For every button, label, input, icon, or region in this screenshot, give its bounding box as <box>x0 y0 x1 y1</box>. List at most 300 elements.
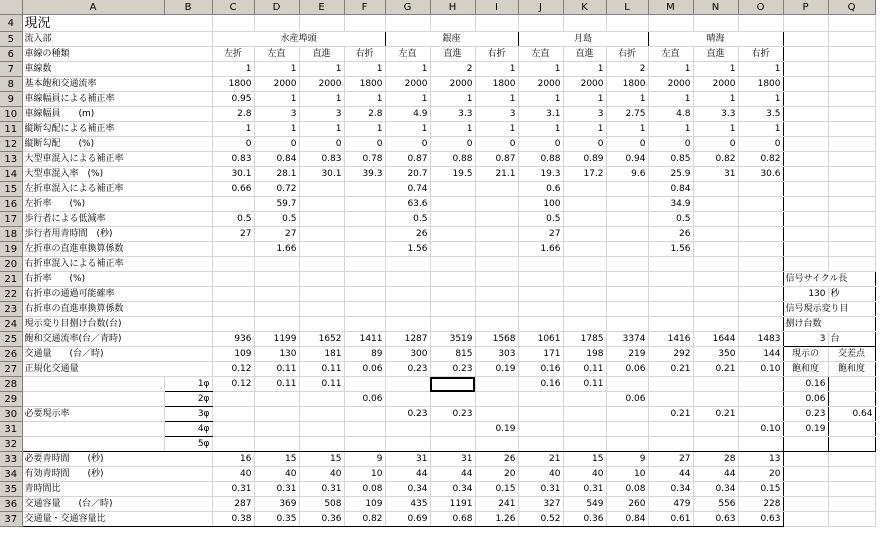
row-header-33[interactable]: 33 <box>0 452 22 467</box>
row-header-22[interactable]: 22 <box>0 287 22 302</box>
value-cell[interactable] <box>518 257 563 272</box>
value-cell[interactable]: 2000 <box>518 77 563 92</box>
side-cell-q[interactable] <box>828 137 875 152</box>
value-cell[interactable] <box>738 182 783 197</box>
row-header-4[interactable]: 4 <box>0 15 22 32</box>
value-cell[interactable]: 0 <box>299 137 344 152</box>
value-cell[interactable] <box>475 302 518 317</box>
side-cell-p[interactable] <box>783 122 828 137</box>
value-cell[interactable]: 0.85 <box>648 152 693 167</box>
value-cell[interactable]: 0.19 <box>475 422 518 437</box>
value-cell[interactable]: 0 <box>344 137 385 152</box>
value-cell[interactable] <box>475 392 518 407</box>
value-cell[interactable]: 89 <box>344 347 385 362</box>
value-cell[interactable]: 0 <box>254 137 299 152</box>
side-cell-q[interactable] <box>828 212 875 227</box>
value-cell[interactable]: 10 <box>606 467 648 482</box>
value-cell[interactable] <box>344 272 385 287</box>
value-cell[interactable] <box>344 437 385 452</box>
value-cell[interactable]: 0.06 <box>606 362 648 377</box>
value-cell[interactable]: 0.19 <box>475 362 518 377</box>
group-header-3[interactable]: 晴海 <box>648 32 783 47</box>
label-cell[interactable] <box>22 377 164 392</box>
cell[interactable] <box>518 15 563 32</box>
value-cell[interactable]: 9.6 <box>606 167 648 182</box>
row-header-35[interactable]: 35 <box>0 482 22 497</box>
side-cell-q[interactable] <box>828 227 875 242</box>
value-cell[interactable]: 3 <box>299 107 344 122</box>
side-cell-q[interactable] <box>828 197 875 212</box>
phase-label[interactable]: 5φ <box>164 437 212 452</box>
value-cell[interactable]: 0.63 <box>693 512 738 527</box>
value-cell[interactable]: 508 <box>299 497 344 512</box>
value-cell[interactable]: 300 <box>385 347 430 362</box>
label-cell[interactable]: 縦断勾配 (%) <box>22 137 212 152</box>
value-cell[interactable]: 1 <box>563 62 606 77</box>
row-header-18[interactable]: 18 <box>0 227 22 242</box>
value-cell[interactable] <box>693 317 738 332</box>
side-cell-q[interactable] <box>828 242 875 257</box>
value-cell[interactable]: 40 <box>563 467 606 482</box>
phase-saturation-cell[interactable]: 0.06 <box>783 392 828 407</box>
label-cell[interactable]: 交通容量 (台／時) <box>22 497 212 512</box>
value-cell[interactable] <box>212 392 254 407</box>
value-cell[interactable] <box>563 392 606 407</box>
value-cell[interactable]: 27 <box>518 227 563 242</box>
value-cell[interactable] <box>518 437 563 452</box>
value-cell[interactable]: 1 <box>693 122 738 137</box>
value-cell[interactable]: 1 <box>475 62 518 77</box>
value-cell[interactable] <box>518 422 563 437</box>
row-header-9[interactable]: 9 <box>0 92 22 107</box>
value-cell[interactable]: 0.21 <box>693 362 738 377</box>
row-header-13[interactable]: 13 <box>0 152 22 167</box>
value-cell[interactable] <box>563 227 606 242</box>
value-cell[interactable]: 0.08 <box>344 482 385 497</box>
value-cell[interactable]: 0.16 <box>518 377 563 392</box>
value-cell[interactable] <box>212 257 254 272</box>
value-cell[interactable]: 3 <box>254 107 299 122</box>
side-cell-p[interactable]: 3 <box>783 332 828 347</box>
value-cell[interactable]: 1652 <box>299 332 344 347</box>
value-cell[interactable]: 31 <box>693 167 738 182</box>
phase-label[interactable]: 2φ <box>164 392 212 407</box>
value-cell[interactable] <box>693 272 738 287</box>
value-cell[interactable]: 0.23 <box>385 362 430 377</box>
side-cell-q[interactable]: 交差点 <box>828 347 875 362</box>
value-cell[interactable] <box>344 227 385 242</box>
value-cell[interactable] <box>648 437 693 452</box>
side-cell-p[interactable] <box>783 47 828 62</box>
value-cell[interactable] <box>212 302 254 317</box>
row-header-15[interactable]: 15 <box>0 182 22 197</box>
value-cell[interactable]: 0.5 <box>648 212 693 227</box>
value-cell[interactable]: 0.06 <box>606 392 648 407</box>
value-cell[interactable] <box>385 437 430 452</box>
value-cell[interactable]: 0.94 <box>606 152 648 167</box>
column-header-K[interactable]: K <box>563 0 606 15</box>
row-header-36[interactable]: 36 <box>0 497 22 512</box>
phase-label[interactable]: 1φ <box>164 377 212 392</box>
value-cell[interactable]: 0.34 <box>430 482 475 497</box>
phase-label[interactable]: 3φ <box>164 407 212 422</box>
value-cell[interactable]: 0.08 <box>606 482 648 497</box>
value-cell[interactable]: 21 <box>518 452 563 467</box>
value-cell[interactable]: 0.10 <box>738 362 783 377</box>
value-cell[interactable]: 1 <box>693 62 738 77</box>
value-cell[interactable]: 0.21 <box>648 362 693 377</box>
row-header-30[interactable]: 30 <box>0 407 22 422</box>
value-cell[interactable]: 25.9 <box>648 167 693 182</box>
column-header-G[interactable]: G <box>385 0 430 15</box>
group-header-0[interactable]: 水産埠頭 <box>212 32 385 47</box>
label-cell[interactable] <box>22 392 164 407</box>
value-cell[interactable]: 1.56 <box>385 242 430 257</box>
side-cell-q[interactable] <box>828 62 875 77</box>
value-cell[interactable]: 1 <box>738 62 783 77</box>
value-cell[interactable]: 1 <box>475 122 518 137</box>
value-cell[interactable] <box>385 257 430 272</box>
cell[interactable] <box>606 15 648 32</box>
value-cell[interactable]: 1 <box>299 92 344 107</box>
value-cell[interactable] <box>606 302 648 317</box>
intersection-saturation-cell[interactable] <box>828 437 875 452</box>
value-cell[interactable]: 0 <box>518 137 563 152</box>
label-cell[interactable]: 右折率 (%) <box>22 272 212 287</box>
value-cell[interactable]: 9 <box>344 452 385 467</box>
value-cell[interactable]: 1 <box>430 92 475 107</box>
side-cell-q[interactable] <box>828 482 875 497</box>
row-header-27[interactable]: 27 <box>0 362 22 377</box>
value-cell[interactable]: 0.74 <box>385 182 430 197</box>
value-cell[interactable]: 1.66 <box>518 242 563 257</box>
value-cell[interactable]: 228 <box>738 497 783 512</box>
value-cell[interactable]: 327 <box>518 497 563 512</box>
value-cell[interactable]: 1061 <box>518 332 563 347</box>
value-cell[interactable] <box>385 422 430 437</box>
value-cell[interactable]: 27 <box>254 227 299 242</box>
value-cell[interactable]: 2.8 <box>212 107 254 122</box>
value-cell[interactable] <box>606 407 648 422</box>
value-cell[interactable] <box>212 242 254 257</box>
value-cell[interactable]: 0.66 <box>212 182 254 197</box>
side-cell-p[interactable] <box>783 467 828 482</box>
value-cell[interactable]: 0.15 <box>475 482 518 497</box>
value-cell[interactable] <box>430 227 475 242</box>
value-cell[interactable]: 0.23 <box>430 362 475 377</box>
value-cell[interactable]: 1785 <box>563 332 606 347</box>
label-cell[interactable]: 車線数 <box>22 62 212 77</box>
value-cell[interactable]: 0.31 <box>518 482 563 497</box>
cell[interactable] <box>738 15 783 32</box>
phase-saturation-cell[interactable] <box>783 437 828 452</box>
value-cell[interactable]: 1 <box>518 62 563 77</box>
cell[interactable] <box>475 15 518 32</box>
value-cell[interactable]: 0.35 <box>254 512 299 527</box>
column-header-H[interactable]: H <box>430 0 475 15</box>
side-cell-q[interactable] <box>828 47 875 62</box>
value-cell[interactable]: 63.6 <box>385 197 430 212</box>
value-cell[interactable] <box>344 377 385 392</box>
side-cell-q[interactable] <box>828 182 875 197</box>
value-cell[interactable] <box>385 377 430 392</box>
value-cell[interactable] <box>430 272 475 287</box>
value-cell[interactable]: 219 <box>606 347 648 362</box>
value-cell[interactable]: 0.11 <box>563 362 606 377</box>
value-cell[interactable]: 4.8 <box>648 107 693 122</box>
side-cell-p[interactable]: 捌け台数 <box>783 317 875 332</box>
value-cell[interactable]: 2.75 <box>606 107 648 122</box>
value-cell[interactable] <box>738 227 783 242</box>
value-cell[interactable] <box>693 197 738 212</box>
column-header-B[interactable]: B <box>164 0 212 15</box>
value-cell[interactable]: 1 <box>738 122 783 137</box>
row-header-16[interactable]: 16 <box>0 197 22 212</box>
value-cell[interactable] <box>563 182 606 197</box>
value-cell[interactable]: 1 <box>430 122 475 137</box>
column-header-I[interactable]: I <box>475 0 518 15</box>
value-cell[interactable]: 0.11 <box>254 362 299 377</box>
cell[interactable] <box>828 15 875 32</box>
value-cell[interactable] <box>693 182 738 197</box>
value-cell[interactable] <box>254 272 299 287</box>
value-cell[interactable]: 435 <box>385 497 430 512</box>
value-cell[interactable] <box>344 242 385 257</box>
cell[interactable] <box>563 15 606 32</box>
value-cell[interactable]: 3374 <box>606 332 648 347</box>
value-cell[interactable]: 1483 <box>738 332 783 347</box>
side-cell-q[interactable] <box>828 167 875 182</box>
cell[interactable] <box>693 15 738 32</box>
direction-header[interactable]: 右折 <box>344 47 385 62</box>
value-cell[interactable] <box>475 437 518 452</box>
value-cell[interactable] <box>344 302 385 317</box>
value-cell[interactable] <box>430 317 475 332</box>
value-cell[interactable] <box>475 317 518 332</box>
value-cell[interactable]: 0.31 <box>212 482 254 497</box>
value-cell[interactable] <box>563 407 606 422</box>
direction-header[interactable]: 直進 <box>299 47 344 62</box>
value-cell[interactable]: 1 <box>518 122 563 137</box>
value-cell[interactable] <box>344 287 385 302</box>
value-cell[interactable]: 0.34 <box>648 482 693 497</box>
value-cell[interactable]: 30.1 <box>299 167 344 182</box>
value-cell[interactable]: 0.68 <box>430 512 475 527</box>
side-cell-p[interactable] <box>783 62 828 77</box>
side-cell-p[interactable]: 飽和度 <box>783 362 828 377</box>
value-cell[interactable] <box>299 407 344 422</box>
value-cell[interactable]: 20 <box>475 467 518 482</box>
side-cell-p[interactable] <box>783 182 828 197</box>
cell[interactable] <box>299 15 344 32</box>
value-cell[interactable]: 1 <box>563 122 606 137</box>
value-cell[interactable]: 0.95 <box>212 92 254 107</box>
value-cell[interactable] <box>385 317 430 332</box>
side-cell-p[interactable] <box>783 212 828 227</box>
value-cell[interactable] <box>648 287 693 302</box>
value-cell[interactable] <box>563 197 606 212</box>
value-cell[interactable] <box>693 437 738 452</box>
value-cell[interactable]: 0.15 <box>738 482 783 497</box>
row-header-31[interactable]: 31 <box>0 422 22 437</box>
value-cell[interactable] <box>648 302 693 317</box>
value-cell[interactable] <box>738 212 783 227</box>
value-cell[interactable]: 1.26 <box>475 512 518 527</box>
value-cell[interactable]: 40 <box>212 467 254 482</box>
value-cell[interactable] <box>385 287 430 302</box>
value-cell[interactable]: 1 <box>606 122 648 137</box>
value-cell[interactable]: 936 <box>212 332 254 347</box>
value-cell[interactable]: 59.7 <box>254 197 299 212</box>
value-cell[interactable]: 0.12 <box>212 377 254 392</box>
value-cell[interactable] <box>693 227 738 242</box>
row-header-8[interactable]: 8 <box>0 77 22 92</box>
value-cell[interactable] <box>738 302 783 317</box>
value-cell[interactable]: 1 <box>212 62 254 77</box>
value-cell[interactable] <box>254 407 299 422</box>
value-cell[interactable]: 26 <box>385 227 430 242</box>
side-cell-p[interactable] <box>783 77 828 92</box>
value-cell[interactable] <box>344 317 385 332</box>
value-cell[interactable]: 0.06 <box>344 362 385 377</box>
label-cell[interactable]: 交通量・交通容量比 <box>22 512 212 527</box>
value-cell[interactable]: 28.1 <box>254 167 299 182</box>
value-cell[interactable]: 0 <box>430 137 475 152</box>
value-cell[interactable] <box>212 197 254 212</box>
value-cell[interactable]: 556 <box>693 497 738 512</box>
side-cell-q[interactable]: 台 <box>828 332 875 347</box>
value-cell[interactable]: 350 <box>693 347 738 362</box>
side-cell-p[interactable] <box>783 512 828 527</box>
column-header-E[interactable]: E <box>299 0 344 15</box>
side-cell-q[interactable] <box>828 92 875 107</box>
column-header-Q[interactable]: Q <box>828 0 875 15</box>
side-cell-q[interactable] <box>828 512 875 527</box>
value-cell[interactable] <box>606 257 648 272</box>
direction-header[interactable]: 右折 <box>606 47 648 62</box>
side-cell-q[interactable] <box>828 152 875 167</box>
value-cell[interactable] <box>212 287 254 302</box>
value-cell[interactable] <box>475 227 518 242</box>
value-cell[interactable] <box>563 422 606 437</box>
direction-header[interactable]: 直進 <box>693 47 738 62</box>
row-header-29[interactable]: 29 <box>0 392 22 407</box>
direction-header[interactable]: 直進 <box>563 47 606 62</box>
value-cell[interactable]: 1 <box>648 62 693 77</box>
value-cell[interactable] <box>299 212 344 227</box>
value-cell[interactable] <box>299 392 344 407</box>
side-cell-q[interactable]: 飽和度 <box>828 362 875 377</box>
value-cell[interactable] <box>606 272 648 287</box>
value-cell[interactable]: 44 <box>385 467 430 482</box>
direction-header[interactable]: 左直 <box>518 47 563 62</box>
side-cell-q[interactable]: 秒 <box>828 287 875 302</box>
value-cell[interactable]: 0 <box>693 137 738 152</box>
value-cell[interactable] <box>738 377 783 392</box>
label-cell[interactable]: 必要青時間 (秒) <box>22 452 212 467</box>
intersection-saturation-cell[interactable] <box>828 377 875 392</box>
value-cell[interactable] <box>299 437 344 452</box>
value-cell[interactable] <box>430 242 475 257</box>
value-cell[interactable] <box>738 272 783 287</box>
value-cell[interactable]: 27 <box>648 452 693 467</box>
value-cell[interactable]: 2000 <box>648 77 693 92</box>
value-cell[interactable] <box>299 422 344 437</box>
value-cell[interactable] <box>299 317 344 332</box>
label-cell[interactable]: 歩行者による低減率 <box>22 212 212 227</box>
row-header-12[interactable]: 12 <box>0 137 22 152</box>
value-cell[interactable]: 292 <box>648 347 693 362</box>
value-cell[interactable]: 1 <box>518 92 563 107</box>
value-cell[interactable] <box>738 257 783 272</box>
value-cell[interactable] <box>430 257 475 272</box>
value-cell[interactable]: 241 <box>475 497 518 512</box>
side-cell-p[interactable] <box>783 197 828 212</box>
row-header-21[interactable]: 21 <box>0 272 22 287</box>
value-cell[interactable]: 2000 <box>693 77 738 92</box>
value-cell[interactable]: 0.34 <box>693 482 738 497</box>
value-cell[interactable]: 1 <box>344 62 385 77</box>
value-cell[interactable] <box>299 197 344 212</box>
row-header-20[interactable]: 20 <box>0 257 22 272</box>
value-cell[interactable] <box>254 287 299 302</box>
value-cell[interactable] <box>648 422 693 437</box>
value-cell[interactable]: 2000 <box>299 77 344 92</box>
intersection-saturation-cell[interactable] <box>828 422 875 437</box>
intersection-saturation-cell[interactable]: 0.64 <box>828 407 875 422</box>
side-cell-p[interactable] <box>783 257 828 272</box>
value-cell[interactable] <box>254 317 299 332</box>
cell[interactable] <box>344 15 385 32</box>
direction-header[interactable]: 左折 <box>212 47 254 62</box>
value-cell[interactable]: 1 <box>738 92 783 107</box>
value-cell[interactable]: 109 <box>344 497 385 512</box>
value-cell[interactable]: 369 <box>254 497 299 512</box>
side-cell-q[interactable] <box>828 77 875 92</box>
direction-header[interactable]: 左直 <box>254 47 299 62</box>
value-cell[interactable] <box>563 287 606 302</box>
value-cell[interactable]: 0.31 <box>299 482 344 497</box>
value-cell[interactable]: 0.34 <box>385 482 430 497</box>
value-cell[interactable]: 0.88 <box>518 152 563 167</box>
side-cell-p[interactable]: 130 <box>783 287 828 302</box>
value-cell[interactable] <box>606 197 648 212</box>
value-cell[interactable]: 0.10 <box>738 422 783 437</box>
value-cell[interactable] <box>693 242 738 257</box>
value-cell[interactable] <box>518 287 563 302</box>
value-cell[interactable]: 3 <box>475 107 518 122</box>
label-cell[interactable]: 縦断勾配による補正率 <box>22 122 212 137</box>
value-cell[interactable]: 40 <box>299 467 344 482</box>
column-header-D[interactable]: D <box>254 0 299 15</box>
value-cell[interactable] <box>299 272 344 287</box>
label-cell[interactable]: 右折車の通過可能確率 <box>22 287 212 302</box>
value-cell[interactable]: 3.1 <box>518 107 563 122</box>
group-header-2[interactable]: 月島 <box>518 32 648 47</box>
side-cell-p[interactable] <box>783 242 828 257</box>
cell[interactable] <box>648 15 693 32</box>
side-cell-p[interactable] <box>783 107 828 122</box>
value-cell[interactable]: 3.3 <box>430 107 475 122</box>
side-cell-p[interactable] <box>783 137 828 152</box>
value-cell[interactable]: 0.6 <box>518 182 563 197</box>
value-cell[interactable]: 2000 <box>563 77 606 92</box>
side-cell-q[interactable] <box>828 497 875 512</box>
value-cell[interactable]: 16 <box>212 452 254 467</box>
value-cell[interactable] <box>475 197 518 212</box>
side-cell-q[interactable] <box>828 122 875 137</box>
value-cell[interactable] <box>254 437 299 452</box>
